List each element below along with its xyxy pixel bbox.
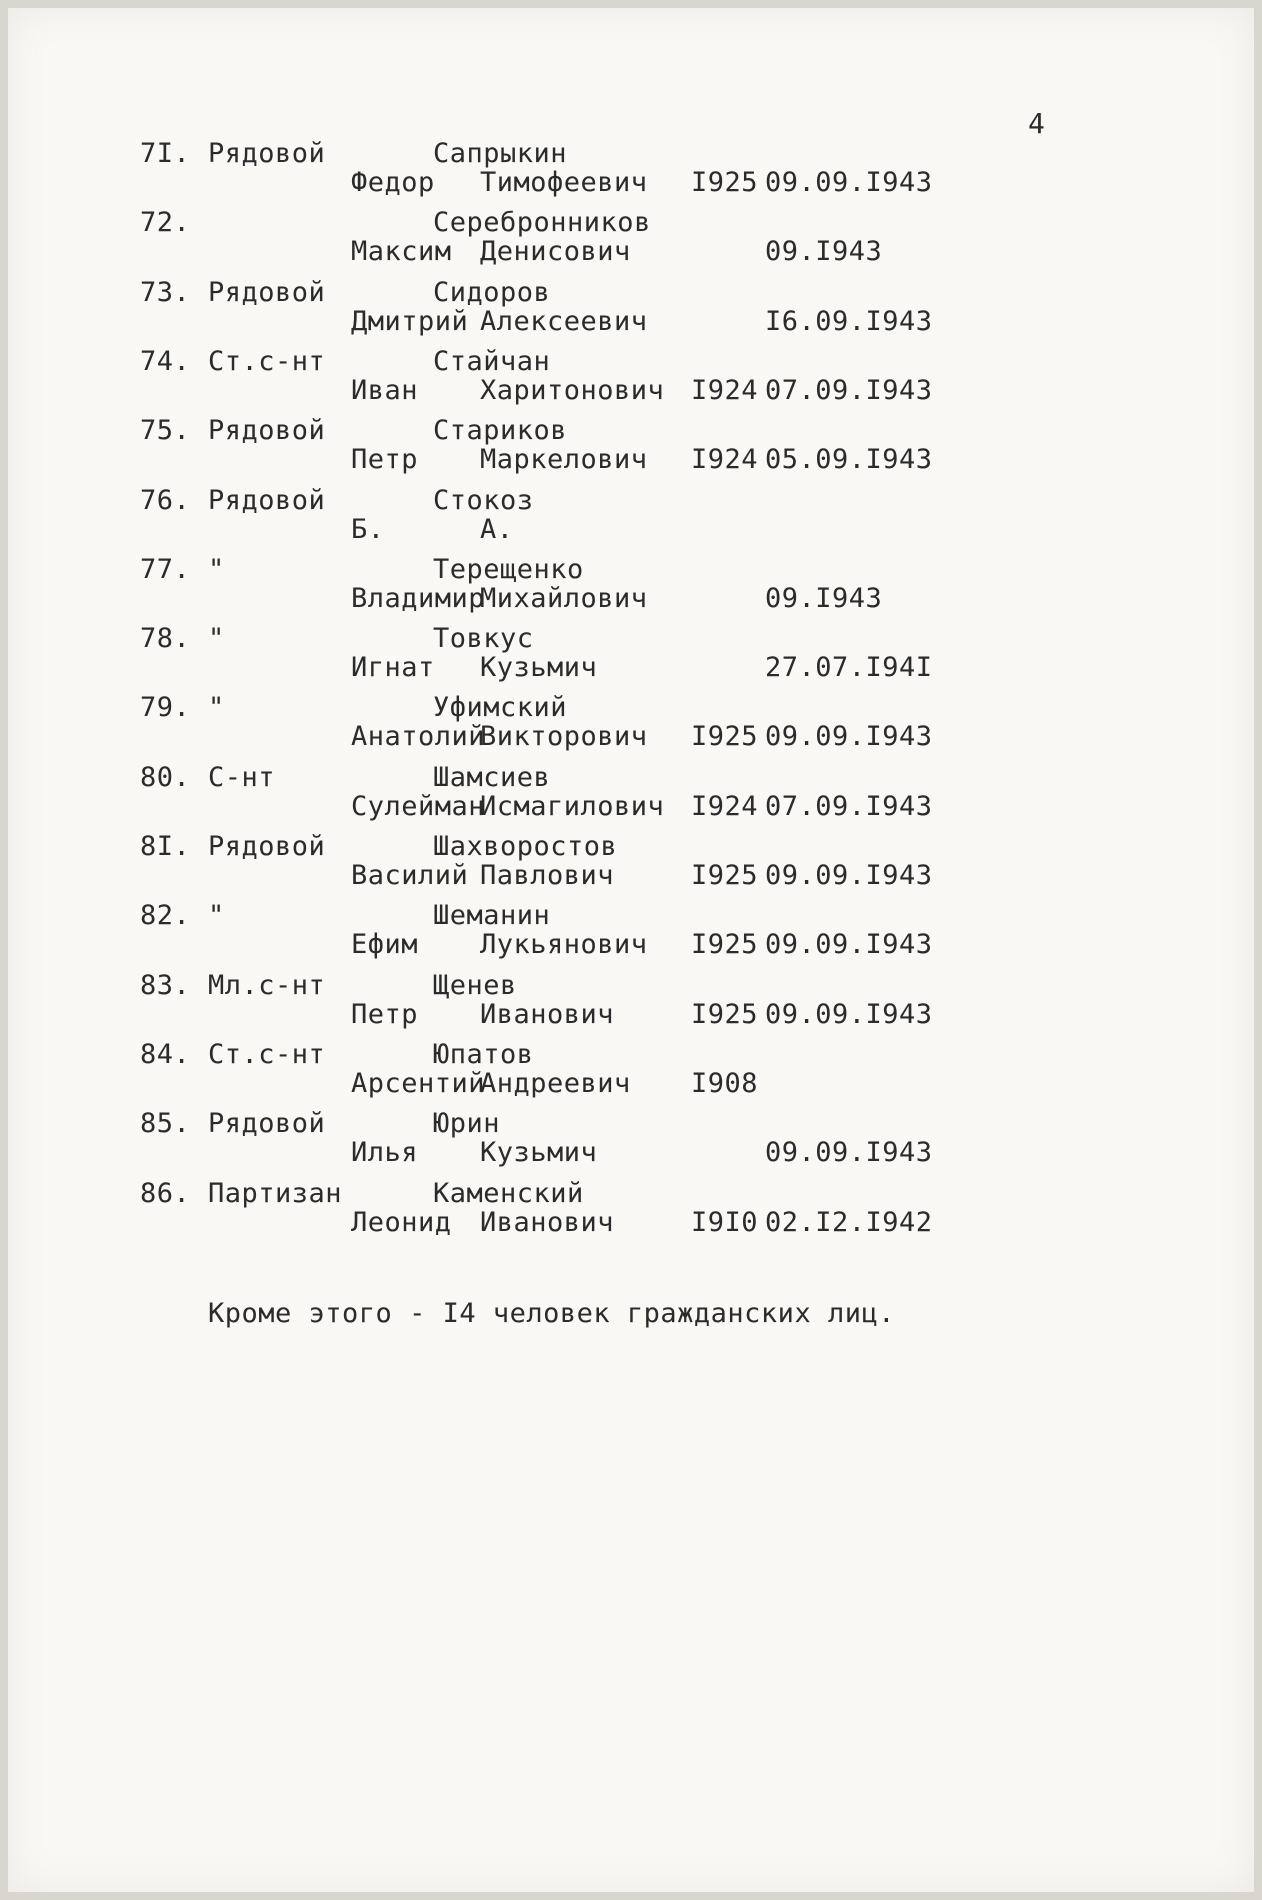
entry-surname: Терещенко	[433, 553, 584, 585]
entry-first-name: Владимир	[351, 582, 486, 614]
entry-birth-year: I908	[691, 1067, 759, 1099]
entry-surname: Стокоз	[433, 484, 534, 516]
entry-first-name: Петр	[351, 444, 419, 476]
list-entry	[8, 1109, 1254, 1178]
entry-rank: Рядовой	[208, 276, 326, 308]
entry-patronymic: А.	[480, 513, 514, 545]
list-entry	[8, 278, 1254, 347]
entry-rank: Рядовой	[208, 1108, 326, 1140]
entry-first-name: Игнат	[351, 652, 435, 684]
entry-rank: Рядовой	[208, 831, 326, 862]
entry-patronymic: Харитонович	[480, 374, 665, 406]
entry-rank: С-нт	[208, 761, 276, 793]
list-entry	[8, 1040, 1254, 1109]
list-entry	[8, 624, 1254, 693]
entry-patronymic: Андреевич	[480, 1067, 631, 1099]
entry-rank: "	[208, 623, 225, 655]
list-entry	[8, 139, 1254, 208]
list-entry	[8, 1179, 1254, 1248]
entry-first-name: Б.	[351, 513, 385, 545]
entry-number: 77.	[140, 553, 191, 585]
entry-death-date: 09.I943	[765, 582, 883, 614]
entry-surname: Сапрыкин	[433, 138, 568, 169]
list-entry	[8, 901, 1254, 970]
page-number: 4	[1028, 107, 1046, 140]
entry-surname: Щенев	[433, 969, 517, 1001]
entry-patronymic: Кузьмич	[480, 1137, 598, 1169]
entry-death-date: 07.09.I943	[765, 790, 933, 822]
entry-patronymic: Иванович	[480, 998, 615, 1030]
list-entry	[8, 416, 1254, 485]
entry-rank: Мл.с-нт	[208, 969, 326, 1001]
entry-surname: Серебронников	[433, 207, 651, 239]
entry-surname: Стайчан	[433, 345, 551, 377]
entry-first-name: Петр	[351, 998, 419, 1030]
entry-birth-year: I9I0	[691, 1206, 759, 1238]
entry-first-name: Леонид	[351, 1206, 452, 1238]
entry-rank: Партизан	[208, 1177, 343, 1209]
list-entry	[8, 832, 1254, 901]
entry-patronymic: Павлович	[480, 860, 615, 891]
entry-death-date: 02.I2.I942	[765, 1206, 933, 1238]
document-page	[8, 8, 1254, 1892]
entry-surname: Каменский	[433, 1177, 584, 1209]
entry-rank: Ст.с-нт	[208, 1038, 326, 1070]
entry-surname: Шахворостов	[433, 831, 618, 862]
entry-rank: "	[208, 900, 225, 932]
entry-first-name: Федор	[351, 167, 435, 198]
list-entry	[8, 693, 1254, 762]
entry-number: 72.	[140, 207, 191, 239]
entry-surname: Юпатов	[433, 1038, 534, 1070]
entry-death-date: 09.09.I943	[765, 929, 933, 961]
entry-patronymic: Исмагилович	[480, 790, 665, 822]
entry-number: 76.	[140, 484, 191, 516]
entry-number: 85.	[140, 1108, 191, 1140]
entry-birth-year: I925	[691, 167, 759, 198]
entry-first-name: Ефим	[351, 929, 419, 961]
entry-number: 75.	[140, 415, 191, 447]
entry-death-date: 09.09.I943	[765, 860, 933, 891]
entry-first-name: Сулейман	[351, 790, 486, 822]
entry-first-name: Дмитрий	[351, 305, 469, 337]
entry-surname: Шеманин	[433, 900, 551, 932]
list-entry	[8, 347, 1254, 416]
entry-rank: Рядовой	[208, 484, 326, 516]
entry-first-name: Максим	[351, 236, 452, 268]
entry-death-date: 27.07.I94I	[765, 652, 933, 684]
entry-patronymic: Викторович	[480, 721, 648, 753]
entry-birth-year: I924	[691, 444, 759, 476]
entry-birth-year: I924	[691, 374, 759, 406]
entry-number: 74.	[140, 345, 191, 377]
entry-number: 7I.	[140, 138, 191, 169]
entry-patronymic: Лукьянович	[480, 929, 648, 961]
entry-birth-year: I924	[691, 790, 759, 822]
entry-death-date: 09.09.I943	[765, 721, 933, 753]
entry-number: 86.	[140, 1177, 191, 1209]
entry-rank: "	[208, 692, 225, 724]
footer-note: Кроме этого - I4 человек гражданских лиц.	[208, 1298, 895, 1329]
entry-surname: Юрин	[433, 1108, 501, 1140]
entry-patronymic: Тимофеевич	[480, 167, 648, 198]
entry-patronymic: Иванович	[480, 1206, 615, 1238]
entry-patronymic: Михайлович	[480, 582, 648, 614]
entry-birth-year: I925	[691, 721, 759, 753]
entry-patronymic: Денисович	[480, 236, 631, 268]
entry-rank: Ст.с-нт	[208, 345, 326, 377]
entry-rank: Рядовой	[208, 415, 326, 447]
entry-patronymic: Кузьмич	[480, 652, 598, 684]
entry-death-date: 09.09.I943	[765, 998, 933, 1030]
entry-number: 80.	[140, 761, 191, 793]
entry-death-date: 09.09.I943	[765, 167, 933, 198]
entry-death-date: I6.09.I943	[765, 305, 933, 337]
list-entry	[8, 971, 1254, 1040]
entry-surname: Товкус	[433, 623, 534, 655]
entry-death-date: 07.09.I943	[765, 374, 933, 406]
list-entry	[8, 208, 1254, 277]
entry-first-name: Иван	[351, 374, 419, 406]
entry-birth-year: I925	[691, 998, 759, 1030]
entry-first-name: Анатолий	[351, 721, 486, 753]
entry-birth-year: I925	[691, 929, 759, 961]
entry-number: 8I.	[140, 831, 191, 862]
entry-surname: Шамсиев	[433, 761, 551, 793]
list-entry	[8, 763, 1254, 832]
entry-number: 83.	[140, 969, 191, 1001]
entry-surname: Стариков	[433, 415, 568, 447]
list-entry	[8, 486, 1254, 555]
entry-death-date: 05.09.I943	[765, 444, 933, 476]
entry-patronymic: Алексеевич	[480, 305, 648, 337]
entry-number: 84.	[140, 1038, 191, 1070]
entry-patronymic: Маркелович	[480, 444, 648, 476]
entry-number: 78.	[140, 623, 191, 655]
entry-first-name: Василий	[351, 860, 469, 891]
entry-number: 79.	[140, 692, 191, 724]
entry-rank: "	[208, 553, 225, 585]
entry-first-name: Арсентий	[351, 1067, 486, 1099]
entry-number: 82.	[140, 900, 191, 932]
entry-death-date: 09.09.I943	[765, 1137, 933, 1169]
entry-birth-year: I925	[691, 860, 759, 891]
list-entry	[8, 555, 1254, 624]
entry-rank: Рядовой	[208, 138, 326, 169]
entry-surname: Сидоров	[433, 276, 551, 308]
entry-death-date: 09.I943	[765, 236, 883, 268]
entry-number: 73.	[140, 276, 191, 308]
entry-surname: Уфимский	[433, 692, 568, 724]
entry-first-name: Илья	[351, 1137, 419, 1169]
